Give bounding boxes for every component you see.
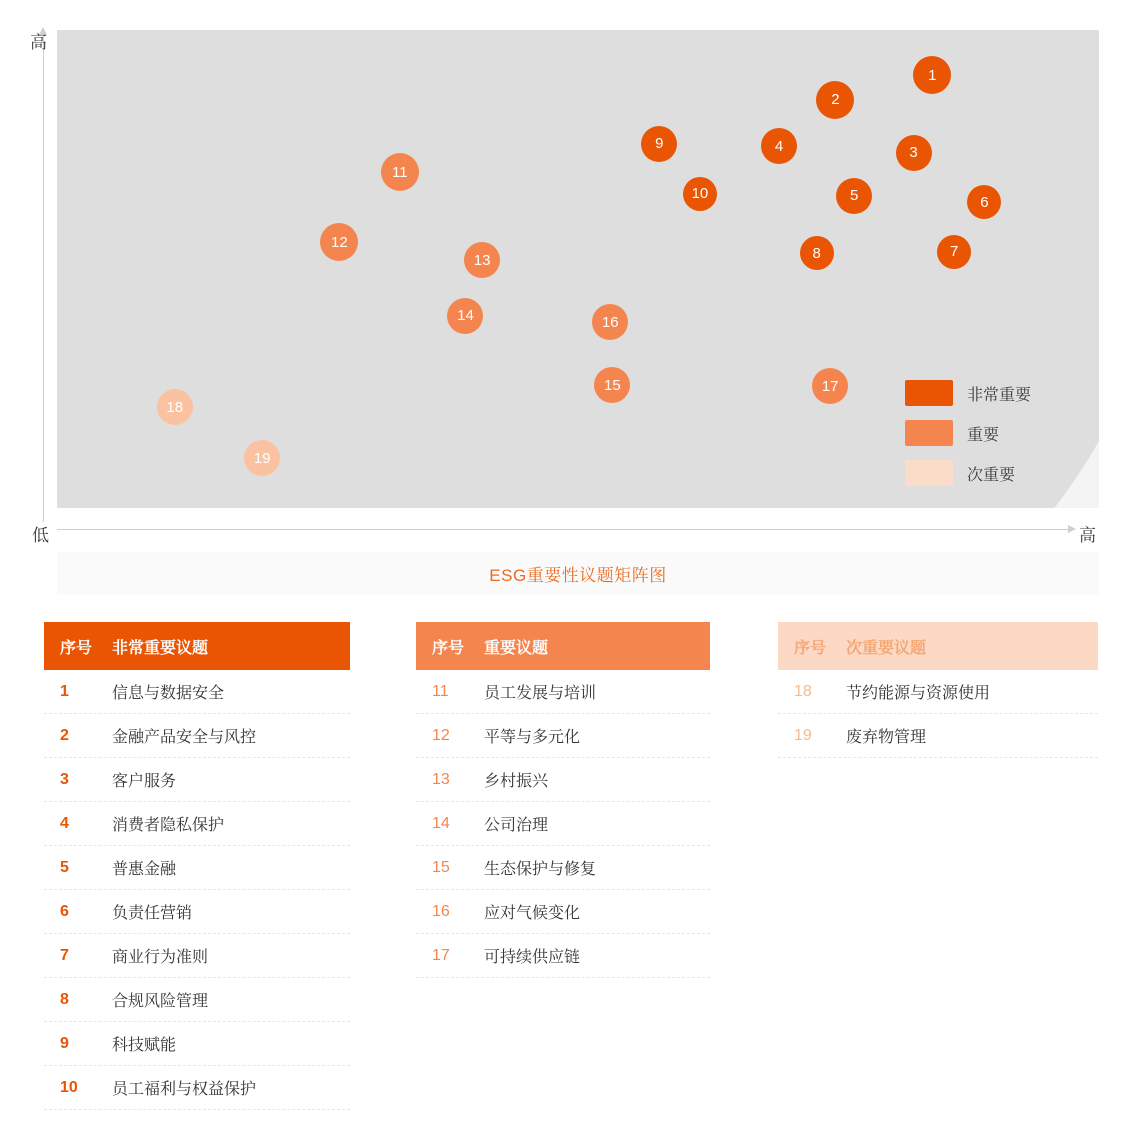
row-name: 员工发展与培训 <box>484 685 597 702</box>
table-row <box>416 890 710 934</box>
row-index: 6 <box>60 902 69 920</box>
bubble-3[interactable]: 3 <box>896 135 932 171</box>
table-very-important <box>0 622 370 1110</box>
row-name: 平等与多元化 <box>484 729 581 746</box>
row-index: 11 <box>432 682 449 700</box>
bubble-18[interactable]: 18 <box>157 389 193 425</box>
table-row <box>416 670 710 714</box>
header-name: 非常重要议题 <box>112 639 209 657</box>
row-name: 节约能源与资源使用 <box>846 685 991 702</box>
bubble-4[interactable]: 4 <box>761 128 797 164</box>
table-row <box>44 978 350 1022</box>
legend-item-least-important <box>905 460 1071 486</box>
row-index: 12 <box>432 726 450 744</box>
table-least-important <box>732 622 1134 1110</box>
row-index: 19 <box>794 726 812 744</box>
x-axis-high-label: 高 <box>1079 526 1096 545</box>
bubble-15[interactable]: 15 <box>594 367 630 403</box>
legend-swatch-very-important <box>905 380 953 406</box>
header-index: 序号 <box>794 639 827 657</box>
bubble-6[interactable]: 6 <box>967 185 1001 219</box>
bubble-5[interactable]: 5 <box>836 178 872 214</box>
table-header-important <box>416 622 710 670</box>
bubble-17[interactable]: 17 <box>812 368 848 404</box>
row-index: 7 <box>60 946 69 964</box>
row-index: 16 <box>432 902 450 920</box>
row-name: 乡村振兴 <box>484 773 549 790</box>
bubble-11[interactable]: 11 <box>381 153 419 191</box>
legend-swatch-important <box>905 420 953 446</box>
row-name: 员工福利与权益保护 <box>112 1081 257 1098</box>
header-index: 序号 <box>432 639 465 657</box>
table-body-very-important <box>44 670 350 1110</box>
row-name: 生态保护与修复 <box>484 861 597 878</box>
table-row <box>44 846 350 890</box>
row-index: 18 <box>794 682 812 700</box>
table-row <box>44 802 350 846</box>
row-name: 客户服务 <box>112 773 177 790</box>
table-row <box>778 714 1098 758</box>
row-index: 5 <box>60 858 69 876</box>
chart-caption: ESG重要性议题矩阵图 <box>489 565 667 585</box>
row-name: 可持续供应链 <box>484 949 581 966</box>
issue-tables <box>0 622 1134 1110</box>
row-index: 2 <box>60 726 69 744</box>
table-body-least-important <box>778 670 1098 758</box>
table-row <box>416 934 710 978</box>
bubble-9[interactable]: 9 <box>641 126 677 162</box>
row-index: 17 <box>432 946 450 964</box>
table-row <box>778 670 1098 714</box>
bubble-8[interactable]: 8 <box>800 236 834 270</box>
legend-label-important: 重要 <box>967 426 1000 444</box>
table-header-least-important <box>778 622 1098 670</box>
table-row <box>44 758 350 802</box>
row-name: 消费者隐私保护 <box>112 817 225 834</box>
chart-caption-bar <box>57 552 1099 594</box>
row-name: 合规风险管理 <box>112 993 209 1010</box>
row-index: 13 <box>432 770 450 788</box>
row-index: 1 <box>60 682 69 700</box>
x-axis-low-label: 低 <box>32 526 49 545</box>
table-row <box>44 890 350 934</box>
row-index: 4 <box>60 814 69 832</box>
table-row <box>44 934 350 978</box>
row-name: 应对气候变化 <box>484 905 581 922</box>
header-name: 次重要议题 <box>846 639 927 657</box>
x-axis <box>57 529 1069 530</box>
bubble-2[interactable]: 2 <box>816 81 854 119</box>
row-index: 8 <box>60 990 69 1008</box>
row-name: 金融产品安全与风控 <box>112 729 257 746</box>
bubble-16[interactable]: 16 <box>592 304 628 340</box>
row-name: 商业行为准则 <box>112 949 209 966</box>
table-row <box>416 758 710 802</box>
table-row <box>416 846 710 890</box>
legend-item-very-important <box>905 380 1071 406</box>
row-index: 10 <box>60 1078 78 1096</box>
bubble-7[interactable]: 7 <box>937 235 971 269</box>
row-name: 负责任营销 <box>112 905 193 922</box>
bubble-10[interactable]: 10 <box>683 177 717 211</box>
y-axis-high-label: 高 <box>30 33 47 52</box>
header-index: 序号 <box>60 639 93 657</box>
table-row <box>44 714 350 758</box>
bubble-1[interactable]: 1 <box>913 56 951 94</box>
table-body-important <box>416 670 710 978</box>
bubble-14[interactable]: 14 <box>447 298 483 334</box>
y-axis <box>43 34 44 522</box>
matrix-plot-area <box>57 30 1099 508</box>
table-row <box>416 802 710 846</box>
legend-swatch-least-important <box>905 460 953 486</box>
row-index: 3 <box>60 770 69 788</box>
table-row <box>44 670 350 714</box>
chart-legend <box>905 380 1071 486</box>
row-name: 信息与数据安全 <box>112 685 225 702</box>
row-name: 普惠金融 <box>112 861 177 878</box>
row-name: 科技赋能 <box>112 1037 177 1054</box>
row-index: 14 <box>432 814 450 832</box>
table-header-very-important <box>44 622 350 670</box>
table-row <box>44 1022 350 1066</box>
table-important <box>370 622 732 1110</box>
bubble-13[interactable]: 13 <box>464 242 500 278</box>
row-name: 废弃物管理 <box>846 729 927 746</box>
header-name: 重要议题 <box>484 639 549 657</box>
bubble-12[interactable]: 12 <box>320 223 358 261</box>
legend-label-least-important: 次重要 <box>967 466 1016 484</box>
table-row <box>44 1066 350 1110</box>
table-row <box>416 714 710 758</box>
bubble-19[interactable]: 19 <box>244 440 280 476</box>
row-name: 公司治理 <box>484 817 549 834</box>
row-index: 9 <box>60 1034 69 1052</box>
legend-item-important <box>905 420 1071 446</box>
legend-label-very-important: 非常重要 <box>967 386 1032 404</box>
row-index: 15 <box>432 858 450 876</box>
